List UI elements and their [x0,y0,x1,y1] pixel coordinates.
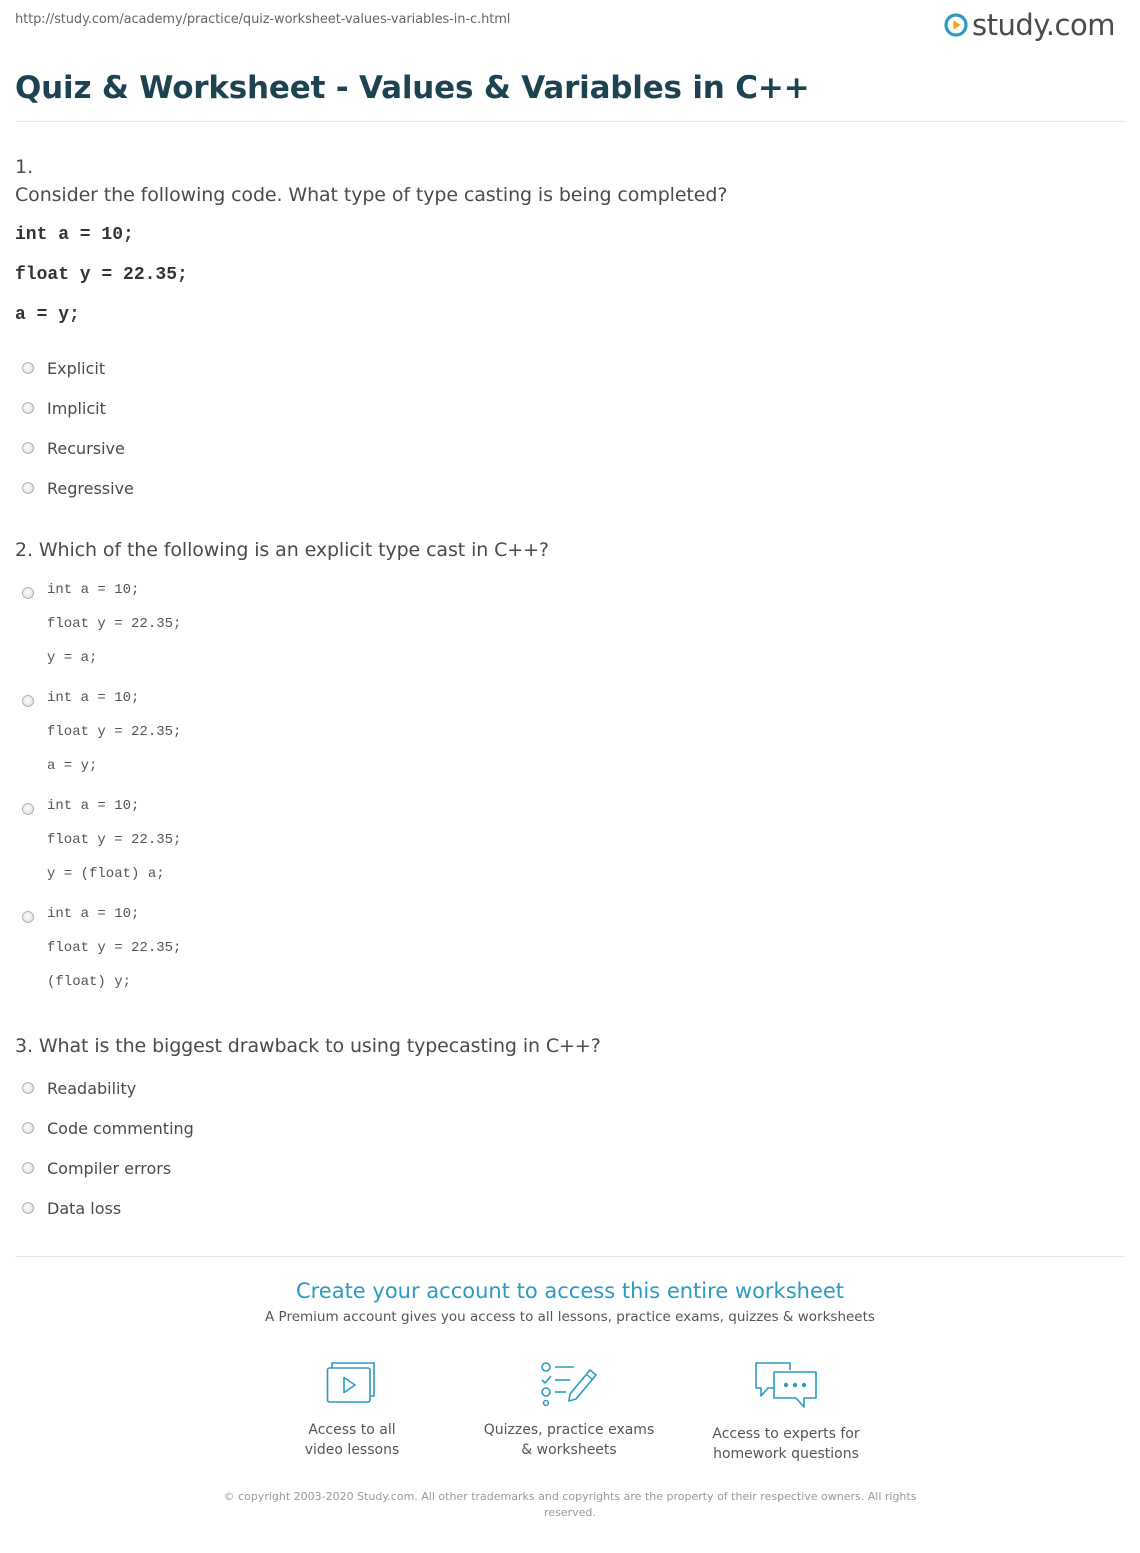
question-2-option-a-radio[interactable] [22,587,34,599]
radio-button[interactable] [22,442,34,454]
question-2-option-d-code: (float) y; [47,974,132,990]
feature-line: Quizzes, practice exams [483,1422,655,1438]
question-2-option-d-radio[interactable] [22,911,34,923]
option-label: Code commenting [47,1118,194,1138]
question-2-option-c-code: float y = 22.35; [47,832,182,848]
radio-button[interactable] [22,362,34,374]
question-3-option-code-commenting[interactable] [22,1117,194,1139]
question-1-number: 1. [15,156,34,178]
copyright-line: reserved. [544,1506,596,1519]
radio-button[interactable] [22,482,34,494]
question-2-option-a-code: int a = 10; [47,582,140,598]
option-label: Compiler errors [47,1158,172,1178]
question-2-option-b-code: a = y; [47,758,98,774]
title-divider [15,121,1125,122]
question-2-option-d-code: int a = 10; [47,906,140,922]
play-circle-icon [944,13,968,37]
question-2-option-c-code: y = (float) a; [47,866,165,882]
radio-button[interactable] [22,1202,34,1214]
option-label: Explicit [47,358,106,378]
option-label: Recursive [47,438,125,458]
question-3-text: 3. What is the biggest drawback to using typecasting in C++? [15,1035,601,1057]
section-divider [15,1256,1125,1257]
question-1-text: Consider the following code. What type of type casting is being completed? [15,184,728,206]
question-3-option-compiler-errors[interactable] [22,1157,171,1179]
question-2-option-a-code: y = a; [47,650,98,666]
question-2-option-d-code: float y = 22.35; [47,940,182,956]
feature-line: homework questions [713,1446,859,1462]
question-1-option-regressive[interactable] [22,477,134,499]
question-2-option-b-code: float y = 22.35; [47,724,182,740]
quiz-checklist-icon [540,1360,598,1406]
question-2-option-c-code: int a = 10; [47,798,140,814]
question-2-option-c-radio[interactable] [22,803,34,815]
premium-description: A Premium account gives you access to all lessons, practice exams, quizzes & worksheets [265,1309,875,1325]
option-label: Readability [47,1078,137,1098]
feature-line: & worksheets [521,1442,617,1458]
radio-button[interactable] [22,1082,34,1094]
question-2-text: 2. Which of the following is an explicit type cast in C++? [15,539,549,561]
radio-button[interactable] [22,402,34,414]
question-1-option-implicit[interactable] [22,397,106,419]
question-1-code-line: a = y; [15,305,80,325]
feature-line: Access to experts for [712,1426,860,1442]
question-1-option-recursive[interactable] [22,437,125,459]
study-logo[interactable] [944,8,1115,42]
question-3-option-data-loss[interactable] [22,1197,121,1219]
feature-quizzes [469,1360,669,1460]
logo-text: study.com [972,8,1115,42]
question-1-code-line: float y = 22.35; [15,265,188,285]
question-3-option-readability[interactable] [22,1077,136,1099]
question-2-option-b-code: int a = 10; [47,690,140,706]
radio-button[interactable] [22,1122,34,1134]
create-account-link[interactable]: Create your account to access this entire worksheet [295,1279,845,1303]
chat-bubbles-icon [754,1360,818,1410]
copyright-line: © copyright 2003-2020 Study.com. All other trademarks and copyrights are the property of their respective owners. All rights [223,1490,917,1503]
copyright-notice [210,1489,930,1521]
option-label: Implicit [47,398,106,418]
option-label: Data loss [47,1198,122,1218]
feature-line: Access to all [308,1422,396,1438]
question-1-code-line: int a = 10; [15,225,134,245]
page-title: Quiz & Worksheet - Values & Variables in C++ [15,70,810,106]
radio-button[interactable] [22,1162,34,1174]
question-1-option-explicit[interactable] [22,357,105,379]
feature-video-lessons [252,1360,452,1460]
feature-experts [686,1360,886,1464]
page-url[interactable]: http://study.com/academy/practice/quiz-worksheet-values-variables-in-c.html [15,12,511,27]
video-lessons-icon [326,1360,378,1406]
feature-line: video lessons [304,1442,400,1458]
question-2-option-b-radio[interactable] [22,695,34,707]
question-2-option-a-code: float y = 22.35; [47,616,182,632]
option-label: Regressive [47,478,134,498]
